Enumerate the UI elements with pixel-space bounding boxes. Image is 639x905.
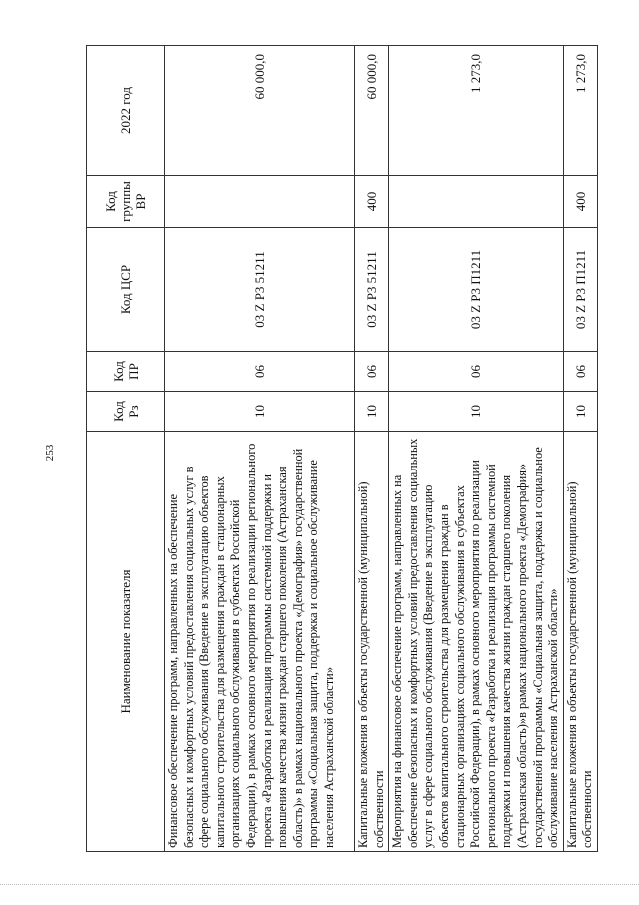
bottom-margin-line: [0, 884, 639, 885]
header-vr: Код группы ВР: [87, 176, 165, 228]
row-vr: [389, 176, 564, 228]
row-csr: 03 Z P3 51211: [165, 228, 355, 352]
row-rz: 10: [355, 392, 389, 432]
page-number: 253: [44, 444, 56, 462]
rotated-page-area: [86, 46, 595, 852]
row-pr: 06: [389, 352, 564, 392]
table-row: [355, 46, 389, 852]
row-pr: 06: [165, 352, 355, 392]
header-name: Наименование показателя: [87, 432, 165, 852]
row-rz: 10: [389, 392, 564, 432]
row-csr: 03 Z P3 П1211: [389, 228, 564, 352]
header-rz: Код Рз: [87, 392, 165, 432]
row-amount: 1 273,0: [389, 46, 564, 176]
header-pr: Код ПР: [87, 352, 165, 392]
row-pr: 06: [355, 352, 389, 392]
row-vr: 400: [355, 176, 389, 228]
row-name: Мероприятия на финансовое обеспечение программ, направленных на обеспечение безопасных и комфортных условий предоставления социальных услуг в сфере социального обслуживания (Введение в эксплуатацию объектов капитального строительства для размещения граждан в стационарных организациях социального обслуживания в субъектах Российской Федерации), в рамках основного мероприятия по реализации регионального проекта «Разработка и реализация программы системной поддержки и повышения качества жизни граждан старшего поколения (Астраханская область)»в рамках национального проекта «Демография» государственной программы «Социальная защита, поддержка и социальное обслуживание населения Астраханской области»: [389, 432, 564, 852]
budget-table-container: [86, 46, 595, 852]
header-year: 2022 год: [87, 46, 165, 176]
row-amount: 60 000,0: [355, 46, 389, 176]
table-row: [165, 46, 355, 852]
table-row: [563, 46, 597, 852]
row-name: Капитальные вложения в объекты государственной (муниципальной) собственности: [563, 432, 597, 852]
row-rz: 10: [563, 392, 597, 432]
row-csr: 03 Z P3 51211: [355, 228, 389, 352]
row-name: Капитальные вложения в объекты государственной (муниципальной) собственности: [355, 432, 389, 852]
row-amount: 1 273,0: [563, 46, 597, 176]
row-csr: 03 Z P3 П1211: [563, 228, 597, 352]
row-vr: [165, 176, 355, 228]
row-vr: 400: [563, 176, 597, 228]
row-name: Финансовое обеспечение программ, направленных на обеспечение безопасных и комфортных условий предоставления социальных услуг в сфере социального обслуживания (Введение в эксплуатацию объектов капитального строительства для размещения граждан в стационарных организациях социального обслуживания в субъектах Российской Федерации), в рамках основного мероприятия по реализации регионального проекта «Разработка и реализация программы системной поддержки и повышения качества жизни граждан старшего поколения (Астраханская область)» в рамках национального проекта «Демография» государственной программы «Социальная защита, поддержка и социальное обслуживание населения Астраханской области»: [165, 432, 355, 852]
table-header-row: [87, 46, 165, 852]
budget-table: [86, 45, 598, 852]
table-row: [389, 46, 564, 852]
row-amount: 60 000,0: [165, 46, 355, 176]
row-pr: 06: [563, 352, 597, 392]
header-csr: Код ЦСР: [87, 228, 165, 352]
row-rz: 10: [165, 392, 355, 432]
